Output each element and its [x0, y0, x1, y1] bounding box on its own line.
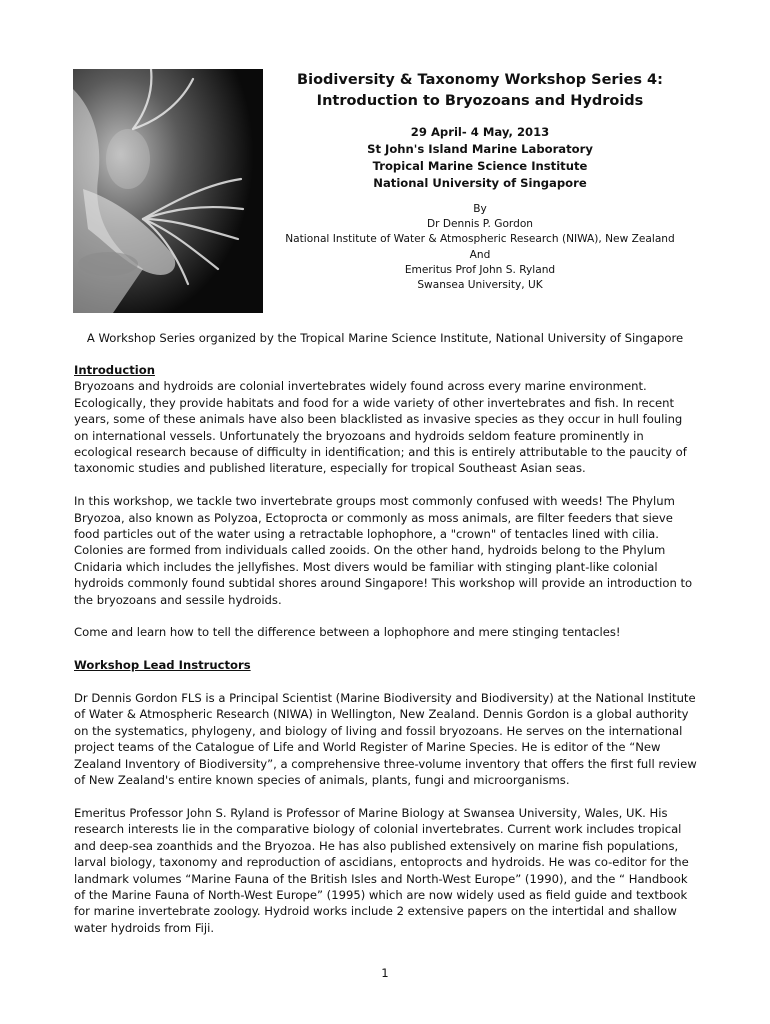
event-venue: St John's Island Marine Laboratory: [367, 142, 593, 156]
instructor-credits: [280, 202, 680, 293]
introduction-paragraph-1: Bryozoans and hydroids are colonial invertebrates widely found across every marine environment. Ecologically, they provide habitats and food for a wide variety of other invertebrates and fish. In recent years, some of these animals have also been blacklisted as invasive species as they occur in hull fouling on international vessels. Unfortunately the bryozoans and hydroids seldom feature prominently in ecological research because of difficulty in identification; and this is entirely attributable to the paucity of taxonomic studies and published literature, especially for tropical Southeast Asian seas.: [74, 379, 687, 476]
instructor-2-name: Emeritus Prof John S. Ryland: [404, 263, 556, 276]
introduction-heading: Introduction: [74, 363, 155, 377]
introduction-paragraph-3: Come and learn how to tell the difference between a lophophore and mere stinging tentacles!: [74, 625, 621, 640]
instructor-1-affiliation: National Institute of Water & Atmospheric Research (NIWA), New Zealand: [285, 233, 675, 246]
ryland-bio: Emeritus Professor John S. Ryland is Professor of Marine Biology at Swansea University, Wales, UK. His research interests lie in the comparative biology of colonial invertebrates. Current work includes tropical and deep-sea zoanthids and the Bryozoa. He has also published extensively on marine fish populations, larval biology, taxonomy and reproduction of ascidians, entoprocts and hydroids. He was co-editor for the landmark volumes “Marine Fauna of the British Isles and North-West Europe” (1990), and the “ Handbook of the Marine Fauna of North-West Europe” (1995) which are now widely used as field guide and textbook for marine invertebrate zoology. Hydroid works include 2 extensive papers on the intertidal and shallow water hydroids from Fiji.: [74, 805, 689, 935]
by-label: By: [473, 203, 487, 215]
and-label: And: [469, 248, 491, 261]
title-line-1: Biodiversity & Taxonomy Workshop Series 4:: [297, 72, 663, 88]
document-body: [74, 362, 698, 953]
title: [280, 70, 680, 112]
bryozoan-photo: [73, 69, 263, 313]
bryozoan-illustration: [73, 69, 263, 313]
organizer-line: A Workshop Series organized by the Tropical Marine Science Institute, National University of Singapore: [86, 331, 684, 345]
introduction-paragraph-2: In this workshop, we tackle two invertebrate groups most commonly confused with weeds! The Phylum Bryozoa, also known as Polyzoa, Ectoprocta or commonly as moss animals, are filter feeders that sieve food particles out of the water using a retractable lophophore, a "crown" of tentacles lined with cilia. Colonies are formed from individuals called zooids. On the other hand, hydroids belong to the Phylum Cnidaria which includes the jellyfishes. Most divers would be familiar with stinging plant-like colonial hydroids commonly found subtidal shores around Singapore! This workshop will provide an introduction to the bryozoans and sessile hydroids.: [74, 494, 693, 607]
page-number: 1: [381, 966, 389, 980]
gordon-bio: Dr Dennis Gordon FLS is a Principal Scientist (Marine Biodiversity and Biodiversity) at the National Institute of Water & Atmospheric Research (NIWA) in Wellington, New Zealand. Dennis Gordon is a global authority on the systematics, phylogeny, and biology of living and fossil bryozoans. He serves on the international project teams of the Catalogue of Life and World Register of Marine Species. He is editor of the “New Zealand Inventory of Biodiversity”, a comprehensive three-volume inventory that offers the first full review of New Zealand's entire known species of animals, plants, fungi and microorganisms.: [74, 691, 697, 788]
event-university: National University of Singapore: [373, 176, 587, 190]
header-block: [280, 70, 680, 293]
instructor-2-affiliation: Swansea University, UK: [417, 279, 543, 292]
event-institute: Tropical Marine Science Institute: [372, 159, 588, 173]
event-details: [280, 124, 680, 192]
instructor-1-name: Dr Dennis P. Gordon: [426, 218, 534, 231]
event-date: 29 April- 4 May, 2013: [410, 125, 550, 139]
instructors-heading: Workshop Lead Instructors: [74, 658, 251, 673]
title-line-2: Introduction to Bryozoans and Hydroids: [316, 93, 644, 109]
